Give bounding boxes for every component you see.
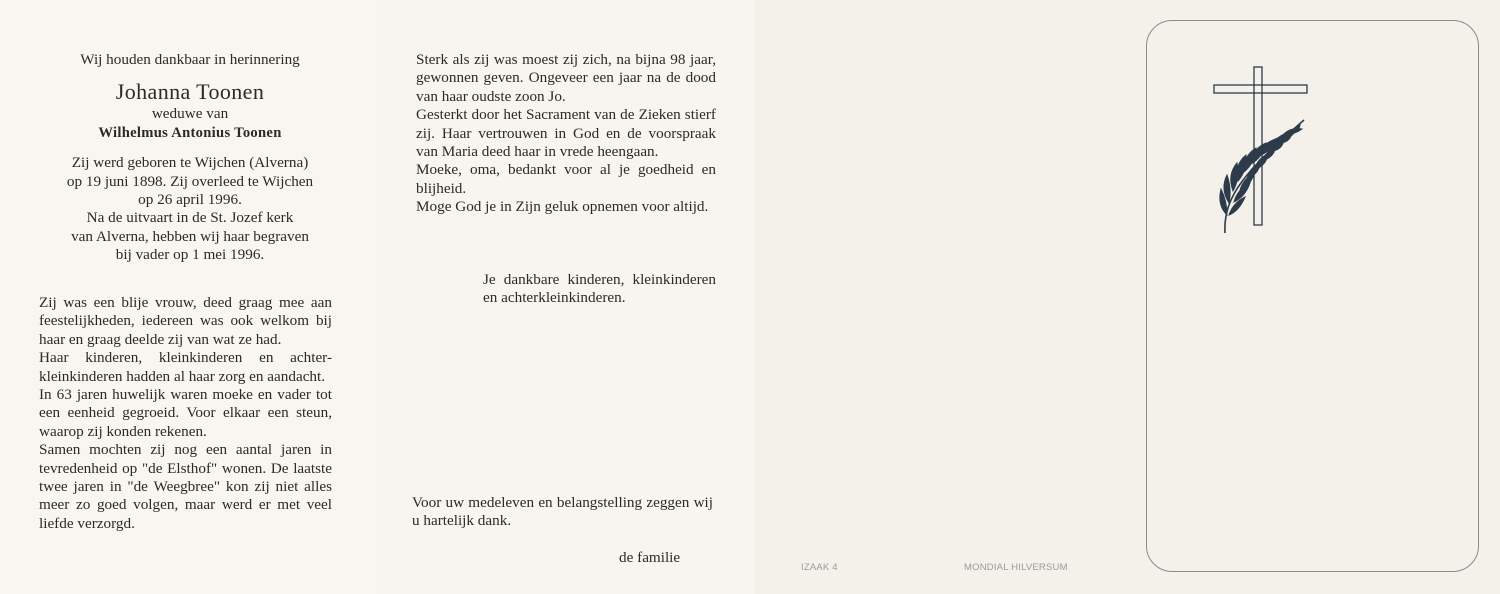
thank-you-note: [412, 494, 713, 531]
memorial-intro: [40, 51, 340, 265]
children-signoff: [483, 271, 716, 308]
life-line: bij vader op 1 mei 1996.: [115, 246, 265, 264]
printer-code: IZAAK 4: [801, 562, 838, 573]
intro-lead: Wij houden dankbaar in herinnering: [80, 51, 300, 68]
signoff-text: Je dankbare kinderen, kleinkinderen en achterkleinkinderen.: [483, 271, 716, 307]
family-signature: de familie: [619, 549, 681, 566]
life-story: [39, 294, 332, 533]
farewell-paragraph: Moeke, oma, bedankt voor al je goedheid en blijheid.: [416, 161, 716, 197]
cross-with-palm-branch-icon: [1207, 65, 1317, 237]
left-panel: [0, 0, 375, 594]
life-line: op 19 juni 1898. Zij overleed te Wijchen: [66, 172, 314, 190]
farewell-paragraph: Sterk als zij was moest zij zich, na bijna 98 jaar, gewonnen geven. Ongeveer een jaar na de dood van haar oudste zoon Jo.: [416, 51, 716, 105]
printer-name: MONDIAL HILVERSUM: [964, 562, 1068, 573]
farewell-text: [416, 51, 716, 217]
story-paragraph: In 63 jaren huwelijk waren moeke en vader tot een eenheid gegroeid. Voor elkaar een steun, waarop zij konden rekenen.: [39, 386, 332, 440]
life-dates: [40, 154, 340, 264]
life-line: van Alverna, hebben wij haar begraven: [71, 227, 309, 245]
thank-you-text: Voor uw medeleven en belangstelling zeggen wij u hartelijk dank.: [412, 494, 713, 530]
back-panel: [755, 0, 1500, 594]
life-line: op 26 april 1996.: [138, 191, 242, 209]
husband-name: Wilhelmus Antonius Toonen: [98, 124, 282, 141]
story-paragraph: Haar kinderen, kleinkinderen en achter-kleinkinderen hadden al haar zorg en aandacht.: [39, 349, 332, 385]
card-frame: [1146, 20, 1479, 572]
story-paragraph: Zij was een blije vrouw, deed graag mee aan feestelijkheden, iedereen was ook welkom bij haar en graag deelde zij van wat ze had.: [39, 294, 332, 348]
middle-panel: [375, 0, 755, 594]
widow-of-label: weduwe van: [151, 105, 229, 123]
story-paragraph: Samen mochten zij nog een aantal jaren in tevredenheid op "de Elsthof" wonen. De laatste twee jaren in "de Weegbree" kon zij niet alles meer zo goed volgen, maar werd er met veel liefde verzorgd.: [39, 441, 332, 532]
farewell-paragraph: Gesterkt door het Sacrament van de Zieken stierf zij. Haar vertrouwen in God en de voorspraak van Maria deed haar in vrede heengaan.: [416, 106, 716, 161]
life-line: Zij werd geboren te Wijchen (Alverna): [71, 154, 309, 172]
life-line: Na de uitvaart in de St. Jozef kerk: [86, 209, 294, 227]
farewell-paragraph: Moge God je in Zijn geluk opnemen voor altijd.: [416, 198, 709, 216]
deceased-name: Johanna Toonen: [115, 79, 265, 105]
